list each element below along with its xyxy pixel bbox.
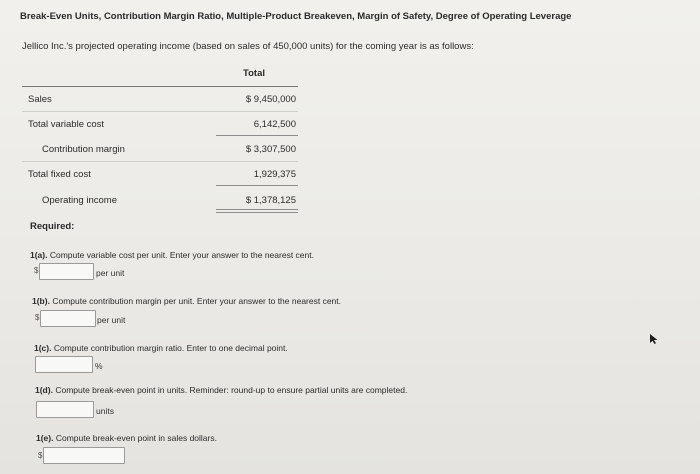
dollar-prefix: $ — [38, 451, 43, 460]
row-value-total-variable-cost: 6,142,500 — [253, 119, 296, 130]
row-label-total-variable-cost: Total variable cost — [28, 119, 105, 130]
question-number: 1(c). — [34, 343, 52, 353]
problem-intro: Jellico Inc.'s projected operating income (based on sales of 450,000 units) for the coming year is as follows: — [22, 41, 474, 52]
row-value-sales: $ 9,450,000 — [245, 94, 296, 105]
question-1e — [36, 433, 217, 443]
table-column-header: Total — [243, 68, 265, 79]
contribution-margin-ratio-input[interactable] — [35, 356, 93, 373]
total-double-rule — [216, 212, 298, 213]
question-number: 1(e). — [36, 433, 54, 443]
subtotal-rule — [216, 185, 298, 186]
row-value-total-fixed-cost: 1,929,375 — [253, 169, 296, 180]
dollar-prefix: $ — [35, 313, 40, 322]
row-divider — [22, 161, 298, 162]
row-label-sales: Sales — [28, 94, 52, 105]
question-1d — [35, 385, 407, 395]
break-even-units-input[interactable] — [36, 401, 94, 418]
mouse-pointer-icon — [649, 333, 659, 345]
question-1c — [34, 343, 288, 353]
row-label-total-fixed-cost: Total fixed cost — [28, 169, 91, 180]
break-even-sales-dollars-input[interactable] — [43, 447, 125, 464]
unit-label: units — [96, 406, 114, 416]
question-text: Compute break-even point in units. Reminder: round-up to ensure partial units are completed. — [55, 385, 408, 395]
contribution-margin-per-unit-input[interactable] — [40, 310, 96, 327]
unit-label: per unit — [97, 315, 126, 325]
subtotal-rule — [216, 135, 298, 136]
question-text: Compute contribution margin per unit. Enter your answer to the nearest cent. — [52, 296, 342, 306]
row-divider — [22, 111, 298, 112]
question-text: Compute variable cost per unit. Enter your answer to the nearest cent. — [49, 250, 314, 260]
variable-cost-per-unit-input[interactable] — [39, 263, 94, 280]
row-value-contribution-margin: $ 3,307,500 — [245, 144, 296, 155]
total-double-rule — [216, 209, 298, 210]
question-text: Compute contribution margin ratio. Enter to one decimal point. — [53, 343, 288, 353]
row-label-operating-income: Operating income — [42, 195, 117, 206]
required-heading: Required: — [30, 221, 75, 232]
question-number: 1(b). — [32, 296, 50, 306]
table-header-rule — [22, 86, 298, 87]
dollar-prefix: $ — [34, 266, 39, 275]
percent-label: % — [95, 361, 103, 371]
question-1a — [30, 250, 314, 260]
problem-title: Break-Even Units, Contribution Margin Ratio, Multiple-Product Breakeven, Margin of Safety, Degree of Operating Leverage — [20, 11, 572, 22]
row-label-contribution-margin: Contribution margin — [42, 144, 125, 155]
row-value-operating-income: $ 1,378,125 — [245, 195, 296, 206]
question-text: Compute break-even point in sales dollars. — [55, 433, 217, 443]
question-1b — [32, 296, 341, 306]
unit-label: per unit — [96, 268, 125, 278]
question-number: 1(d). — [35, 385, 53, 395]
question-number: 1(a). — [30, 250, 48, 260]
